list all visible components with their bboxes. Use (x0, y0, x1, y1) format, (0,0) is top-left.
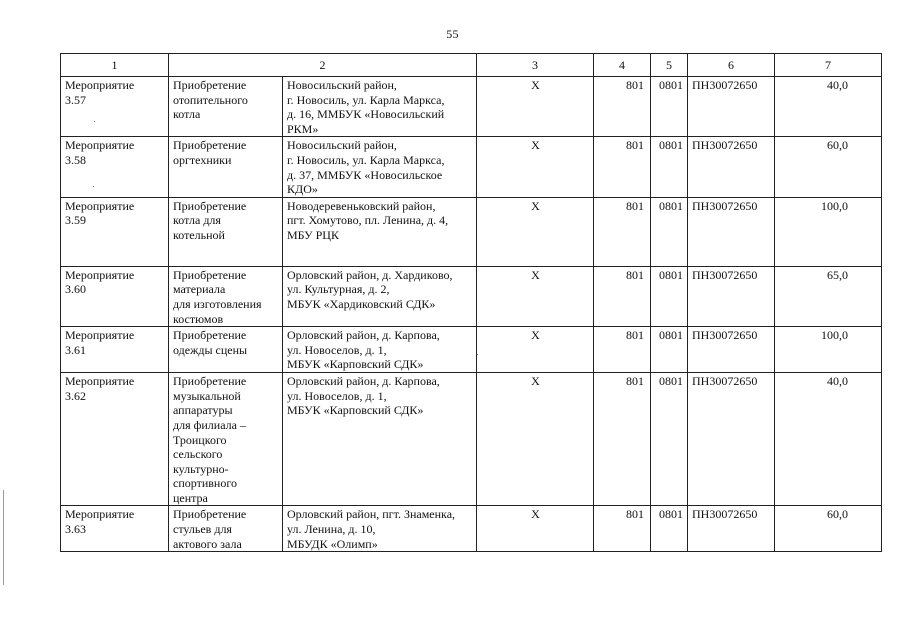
event-cell: Мероприятие 3.63 (61, 506, 169, 552)
col3-cell: Х (477, 327, 594, 373)
col6-cell: ПН30072650 (688, 137, 775, 197)
page-number: 55 (446, 27, 459, 41)
col4-cell: 801 (594, 137, 651, 197)
location-cell: Орловский район, д. Карпова, ул. Новоселов, д. 1, МБУК «Карповский СДК» (283, 373, 477, 506)
col5-cell: 0801 (651, 266, 688, 326)
scan-speck (94, 121, 95, 122)
event-cell: Мероприятие 3.59 (61, 197, 169, 266)
amount-cell: 100,0 (775, 327, 882, 373)
col5-cell: 0801 (651, 327, 688, 373)
col3-cell: Х (477, 266, 594, 326)
amount-cell: 40,0 (775, 373, 882, 506)
col5-cell: 0801 (651, 77, 688, 137)
event-cell: Мероприятие 3.57 (61, 77, 169, 137)
event-cell: Мероприятие 3.58 (61, 137, 169, 197)
col4-cell: 801 (594, 373, 651, 506)
col4-cell: 801 (594, 266, 651, 326)
item-cell: Приобретение котла для котельной (169, 197, 283, 266)
location-cell: Новосильский район, г. Новосиль, ул. Карла Маркса, д. 37, ММБУК «Новосильское КДО» (283, 137, 477, 197)
location-cell: Орловский район, д. Хардиково, ул. Культурная, д. 2, МБУК «Хардиковский СДК» (283, 266, 477, 326)
col4-cell: 801 (594, 506, 651, 552)
column-header-4: 4 (594, 54, 651, 77)
col6-cell: ПН30072650 (688, 266, 775, 326)
event-cell: Мероприятие 3.60 (61, 266, 169, 326)
col3-cell: Х (477, 506, 594, 552)
column-header-2: 2 (169, 54, 477, 77)
col3-cell: Х (477, 77, 594, 137)
table-row (61, 197, 882, 266)
item-cell: Приобретение материала для изготовления костюмов (169, 266, 283, 326)
col6-cell: ПН30072650 (688, 327, 775, 373)
item-cell: Приобретение отопительного котла (169, 77, 283, 137)
col4-cell: 801 (594, 77, 651, 137)
table-row (61, 266, 882, 326)
event-cell: Мероприятие 3.61 (61, 327, 169, 373)
col6-cell: ПН30072650 (688, 77, 775, 137)
column-header-3: 3 (477, 54, 594, 77)
scan-speck (93, 186, 94, 187)
item-cell: Приобретение одежды сцены (169, 327, 283, 373)
col4-cell: 801 (594, 327, 651, 373)
amount-cell: 40,0 (775, 77, 882, 137)
col6-cell: ПН30072650 (688, 373, 775, 506)
table-row (61, 373, 882, 506)
location-cell: Новодеревеньковский район, пгт. Хомутово, пл. Ленина, д. 4, МБУ РЦК (283, 197, 477, 266)
scan-speck (477, 354, 478, 355)
event-cell: Мероприятие 3.62 (61, 373, 169, 506)
table-row (61, 327, 882, 373)
column-header-5: 5 (651, 54, 688, 77)
col5-cell: 0801 (651, 137, 688, 197)
item-cell: Приобретение музыкальной аппаратуры для филиала – Троицкого сельского культурно- спортивного центра (169, 373, 283, 506)
item-cell: Приобретение стульев для актового зала (169, 506, 283, 552)
location-cell: Новосильский район, г. Новосиль, ул. Карла Маркса, д. 16, ММБУК «Новосильский РКМ» (283, 77, 477, 137)
table-row (61, 506, 882, 552)
column-header-6: 6 (688, 54, 775, 77)
table-row (61, 137, 882, 197)
col3-cell: Х (477, 373, 594, 506)
col5-cell: 0801 (651, 197, 688, 266)
budget-table (60, 53, 882, 552)
col5-cell: 0801 (651, 373, 688, 506)
table-row (61, 77, 882, 137)
item-cell: Приобретение оргтехники (169, 137, 283, 197)
col4-cell: 801 (594, 197, 651, 266)
col5-cell: 0801 (651, 506, 688, 552)
amount-cell: 60,0 (775, 506, 882, 552)
scan-edge-line (3, 490, 4, 585)
col3-cell: Х (477, 197, 594, 266)
amount-cell: 100,0 (775, 197, 882, 266)
column-header-7: 7 (775, 54, 882, 77)
header-row (61, 54, 882, 77)
amount-cell: 65,0 (775, 266, 882, 326)
col6-cell: ПН30072650 (688, 506, 775, 552)
col6-cell: ПН30072650 (688, 197, 775, 266)
column-header-1: 1 (61, 54, 169, 77)
location-cell: Орловский район, пгт. Знаменка, ул. Ленина, д. 10, МБУДК «Олимп» (283, 506, 477, 552)
amount-cell: 60,0 (775, 137, 882, 197)
col3-cell: Х (477, 137, 594, 197)
location-cell: Орловский район, д. Карпова, ул. Новоселов, д. 1, МБУК «Карповский СДК» (283, 327, 477, 373)
